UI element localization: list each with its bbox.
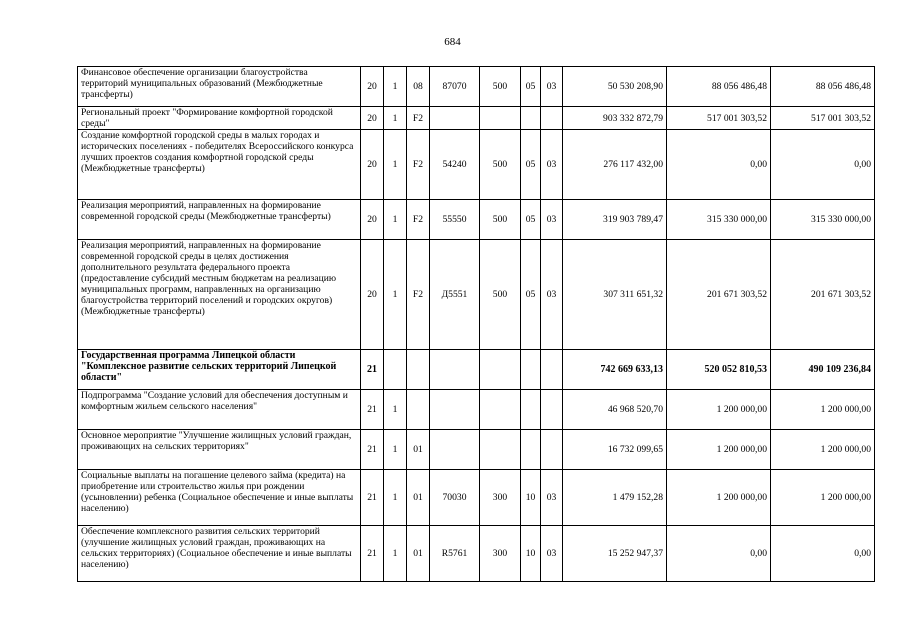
cell-code-2: 1 xyxy=(384,430,407,470)
cell-value-year-3: 315 330 000,00 xyxy=(771,200,875,240)
cell-value-year-2: 315 330 000,00 xyxy=(667,200,771,240)
cell-code-2: 1 xyxy=(384,67,407,107)
cell-code-7 xyxy=(541,350,563,390)
cell-value-year-1: 46 968 520,70 xyxy=(563,390,667,430)
cell-code-3: 08 xyxy=(407,67,430,107)
cell-code-6 xyxy=(521,390,541,430)
cell-code-1: 20 xyxy=(361,200,384,240)
cell-code-7: 03 xyxy=(541,526,563,582)
cell-code-7: 03 xyxy=(541,240,563,350)
cell-code-7 xyxy=(541,390,563,430)
cell-value-year-1: 742 669 633,13 xyxy=(563,350,667,390)
cell-code-1: 20 xyxy=(361,67,384,107)
cell-description: Реализация мероприятий, направленных на формирование современной городской среды (Межбюджетные трансферты) xyxy=(78,200,361,240)
cell-code-5: 300 xyxy=(480,526,521,582)
cell-value-year-2: 88 056 486,48 xyxy=(667,67,771,107)
cell-code-3: 01 xyxy=(407,526,430,582)
cell-code-4 xyxy=(430,390,480,430)
cell-code-2: 1 xyxy=(384,240,407,350)
cell-value-year-2: 517 001 303,52 xyxy=(667,107,771,130)
cell-code-3 xyxy=(407,350,430,390)
cell-code-7 xyxy=(541,107,563,130)
cell-value-year-3: 1 200 000,00 xyxy=(771,390,875,430)
cell-code-6: 05 xyxy=(521,130,541,200)
table-row xyxy=(78,130,875,200)
cell-code-4: 87070 xyxy=(430,67,480,107)
cell-code-1: 21 xyxy=(361,470,384,526)
table-row xyxy=(78,350,875,390)
cell-description: Основное мероприятие "Улучшение жилищных условий граждан, проживающих на сельских территориях" xyxy=(78,430,361,470)
cell-code-1: 21 xyxy=(361,350,384,390)
cell-code-4: 70030 xyxy=(430,470,480,526)
cell-value-year-2: 520 052 810,53 xyxy=(667,350,771,390)
cell-value-year-2: 1 200 000,00 xyxy=(667,430,771,470)
cell-value-year-1: 307 311 651,32 xyxy=(563,240,667,350)
cell-description: Социальные выплаты на погашение целевого займа (кредита) на приобретение или строительство жилья при рождении (усыновлении) ребенка (Социальное обеспечение и иные выплаты населению) xyxy=(78,470,361,526)
cell-code-7: 03 xyxy=(541,67,563,107)
cell-value-year-1: 16 732 099,65 xyxy=(563,430,667,470)
cell-value-year-2: 1 200 000,00 xyxy=(667,390,771,430)
cell-code-3: F2 xyxy=(407,240,430,350)
table-body xyxy=(78,67,875,582)
table-row xyxy=(78,390,875,430)
cell-code-3: F2 xyxy=(407,107,430,130)
cell-code-6 xyxy=(521,430,541,470)
cell-code-6: 10 xyxy=(521,470,541,526)
cell-code-7: 03 xyxy=(541,200,563,240)
cell-value-year-2: 1 200 000,00 xyxy=(667,470,771,526)
cell-code-4: 54240 xyxy=(430,130,480,200)
cell-code-3: F2 xyxy=(407,200,430,240)
cell-code-5: 500 xyxy=(480,130,521,200)
table-row xyxy=(78,240,875,350)
cell-value-year-2: 201 671 303,52 xyxy=(667,240,771,350)
table-row xyxy=(78,200,875,240)
cell-code-5 xyxy=(480,350,521,390)
cell-code-2: 1 xyxy=(384,526,407,582)
page-number: 684 xyxy=(444,36,461,48)
cell-description: Реализация мероприятий, направленных на формирование современной городской среды в целях достижения дополнительного результата федерального проекта (предоставление субсидий местным бюджетам на реализацию муниципальных программ, направленных на организацию благоустройства территорий поселений и городских округов) (Межбюджетные трансферты) xyxy=(78,240,361,350)
cell-code-6 xyxy=(521,107,541,130)
cell-description: Финансовое обеспечение организации благоустройства территорий муниципальных образований (Межбюджетные трансферты) xyxy=(78,67,361,107)
cell-code-1: 20 xyxy=(361,107,384,130)
cell-code-2: 1 xyxy=(384,390,407,430)
cell-code-2: 1 xyxy=(384,200,407,240)
cell-value-year-3: 201 671 303,52 xyxy=(771,240,875,350)
cell-value-year-2: 0,00 xyxy=(667,526,771,582)
cell-description: Государственная программа Липецкой области "Комплексное развитие сельских территорий Липецкой области" xyxy=(78,350,361,390)
cell-value-year-3: 490 109 236,84 xyxy=(771,350,875,390)
cell-value-year-3: 1 200 000,00 xyxy=(771,430,875,470)
cell-value-year-3: 517 001 303,52 xyxy=(771,107,875,130)
table-row xyxy=(78,430,875,470)
cell-code-1: 21 xyxy=(361,390,384,430)
cell-code-4: R5761 xyxy=(430,526,480,582)
cell-value-year-1: 319 903 789,47 xyxy=(563,200,667,240)
cell-code-4 xyxy=(430,430,480,470)
table-row xyxy=(78,526,875,582)
cell-code-4: Д5551 xyxy=(430,240,480,350)
cell-code-2: 1 xyxy=(384,470,407,526)
cell-value-year-3: 0,00 xyxy=(771,130,875,200)
cell-code-5 xyxy=(480,107,521,130)
cell-value-year-1: 276 117 432,00 xyxy=(563,130,667,200)
cell-code-7: 03 xyxy=(541,470,563,526)
cell-value-year-1: 50 530 208,90 xyxy=(563,67,667,107)
cell-code-1: 21 xyxy=(361,430,384,470)
cell-code-7: 03 xyxy=(541,130,563,200)
cell-value-year-3: 88 056 486,48 xyxy=(771,67,875,107)
cell-code-3 xyxy=(407,390,430,430)
cell-code-5: 500 xyxy=(480,240,521,350)
budget-table xyxy=(77,66,875,582)
cell-description: Подпрограмма "Создание условий для обеспечения доступным и комфортным жильем сельского населения" xyxy=(78,390,361,430)
cell-code-4 xyxy=(430,350,480,390)
cell-code-6: 05 xyxy=(521,67,541,107)
cell-description: Обеспечение комплексного развития сельских территорий (улучшение жилищных условий граждан, проживающих на сельских территориях) (Социальное обеспечение и иные выплаты населению) xyxy=(78,526,361,582)
cell-description: Создание комфортной городской среды в малых городах и исторических поселениях - победителях Всероссийского конкурса лучших проектов создания комфортной городской среды (Межбюджетные трансферты) xyxy=(78,130,361,200)
cell-description: Региональный проект "Формирование комфортной городской среды" xyxy=(78,107,361,130)
cell-code-1: 21 xyxy=(361,526,384,582)
cell-code-4 xyxy=(430,107,480,130)
cell-code-7 xyxy=(541,430,563,470)
cell-value-year-3: 0,00 xyxy=(771,526,875,582)
cell-value-year-1: 15 252 947,37 xyxy=(563,526,667,582)
cell-code-2: 1 xyxy=(384,107,407,130)
cell-code-1: 20 xyxy=(361,240,384,350)
cell-code-5: 500 xyxy=(480,200,521,240)
cell-code-5 xyxy=(480,430,521,470)
cell-code-6: 05 xyxy=(521,200,541,240)
cell-code-5: 500 xyxy=(480,67,521,107)
cell-code-1: 20 xyxy=(361,130,384,200)
cell-code-2 xyxy=(384,350,407,390)
cell-value-year-2: 0,00 xyxy=(667,130,771,200)
cell-value-year-1: 903 332 872,79 xyxy=(563,107,667,130)
cell-value-year-3: 1 200 000,00 xyxy=(771,470,875,526)
cell-code-5: 300 xyxy=(480,470,521,526)
cell-code-3: 01 xyxy=(407,470,430,526)
cell-code-2: 1 xyxy=(384,130,407,200)
cell-code-4: 55550 xyxy=(430,200,480,240)
table-row xyxy=(78,470,875,526)
cell-code-6: 10 xyxy=(521,526,541,582)
table-row xyxy=(78,107,875,130)
cell-code-3: F2 xyxy=(407,130,430,200)
cell-code-6: 05 xyxy=(521,240,541,350)
cell-value-year-1: 1 479 152,28 xyxy=(563,470,667,526)
table-row xyxy=(78,67,875,107)
cell-code-5 xyxy=(480,390,521,430)
cell-code-6 xyxy=(521,350,541,390)
cell-code-3: 01 xyxy=(407,430,430,470)
